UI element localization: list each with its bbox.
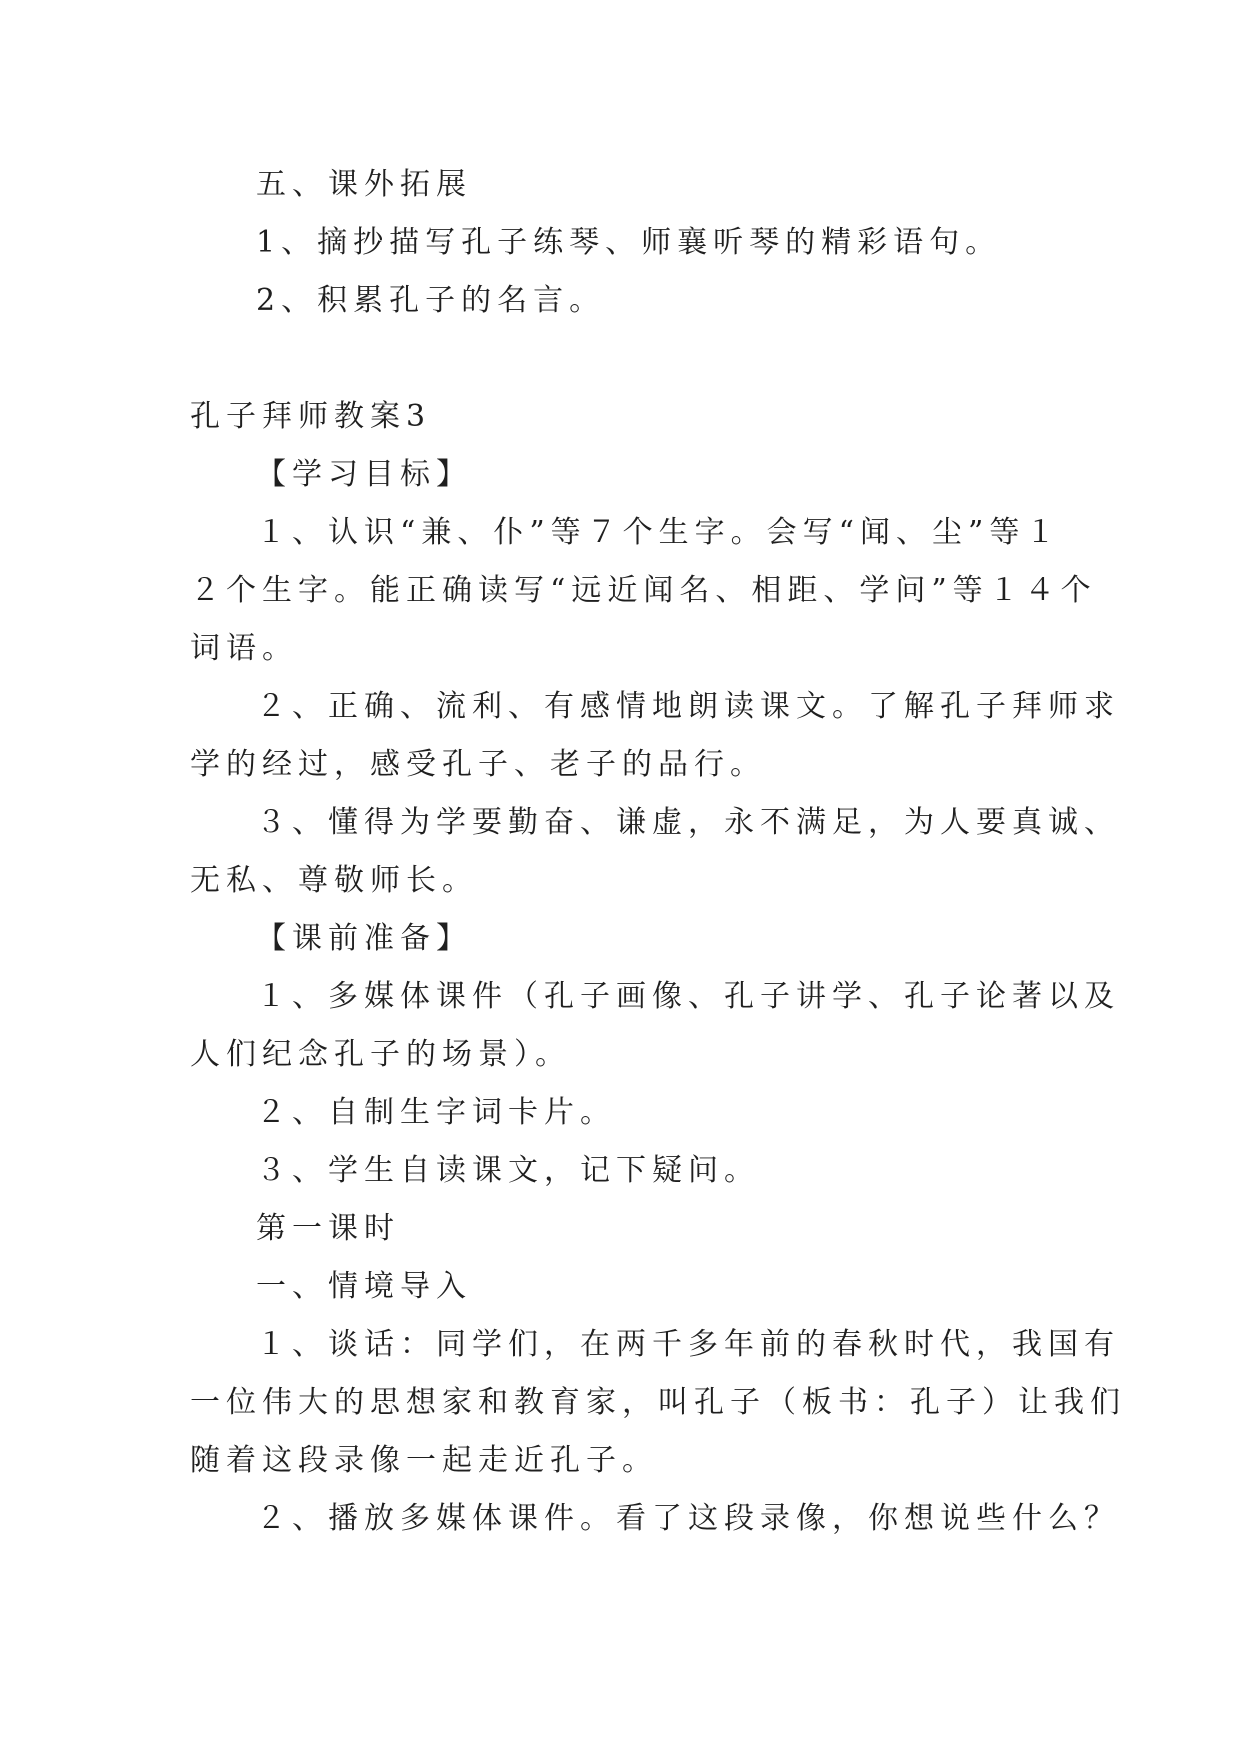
paragraph-line: 一位伟大的思想家和教育家，叫孔子（板书：孔子）让我们 [190, 1385, 1126, 1420]
section-heading: 一、情境导入 [256, 1269, 472, 1304]
lesson-title: 孔子拜师教案3 [190, 399, 432, 434]
paragraph: ３、学生自读课文，记下疑问。 [256, 1153, 760, 1188]
section-heading: 第一课时 [256, 1211, 400, 1246]
paragraph: ２、播放多媒体课件。看了这段录像，你想说些什么？ [256, 1501, 1120, 1536]
paragraph-line: １、认识“兼、仆”等７个生字。会写“闻、尘”等１ [256, 515, 1062, 550]
paragraph-line: 随着这段录像一起走近孔子。 [190, 1443, 658, 1478]
paragraph-line: ２个生字。能正确读写“远近闻名、相距、学问”等１４个 [190, 573, 1097, 608]
paragraph: 1、摘抄描写孔子练琴、师襄听琴的精彩语句。 [256, 225, 1002, 260]
paragraph-line: 学的经过，感受孔子、老子的品行。 [190, 747, 766, 782]
paragraph-line: 人们纪念孔子的场景）。 [190, 1037, 571, 1072]
paragraph-line: 无私、尊敬师长。 [190, 863, 478, 898]
section-heading: 【课前准备】 [256, 921, 472, 956]
paragraph-line: ２、正确、流利、有感情地朗读课文。了解孔子拜师求 [256, 689, 1120, 724]
paragraph-line: １、谈话：同学们，在两千多年前的春秋时代，我国有 [256, 1327, 1120, 1362]
paragraph-line: ３、懂得为学要勤奋、谦虚，永不满足，为人要真诚、 [256, 805, 1120, 840]
paragraph: ２、自制生字词卡片。 [256, 1095, 616, 1130]
paragraph-line: 词语。 [190, 631, 298, 666]
paragraph: 2、积累孔子的名言。 [256, 283, 606, 318]
section-heading: 五、课外拓展 [256, 167, 472, 202]
section-heading: 【学习目标】 [256, 457, 472, 492]
paragraph-line: １、多媒体课件（孔子画像、孔子讲学、孔子论著以及 [256, 979, 1120, 1014]
